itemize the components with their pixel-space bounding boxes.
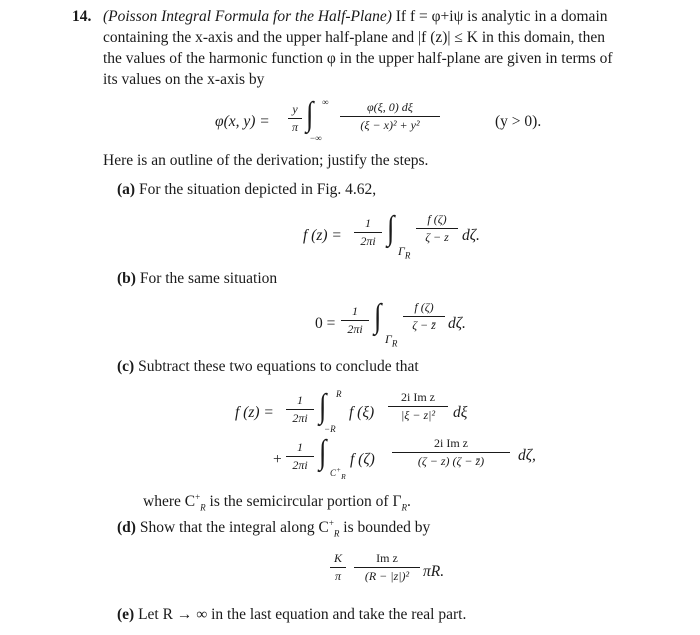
part-b-coef-num: 1 [352,304,358,318]
part-b-tail: dζ. [448,315,466,332]
fraction-bar [286,456,314,457]
poisson-coef-num: y [292,102,298,116]
part-a-lhs: f (z) = [303,227,342,244]
part-c-upper-limit: R [336,389,342,399]
part-a-label: (a) [117,181,136,198]
part-a-coef [354,216,382,249]
poisson-condition: (y > 0). [495,113,542,130]
fraction-bar [330,567,346,568]
part-a-text [117,181,376,199]
part-b-coef-den: 2πi [347,322,363,336]
problem-intro-line-3: the values of the harmonic function φ in the upper half-plane are given in terms of [103,50,613,67]
part-c-frac-2 [392,436,510,469]
fraction-bar [416,228,458,229]
problem-number: 14. [72,8,92,25]
fraction-bar [392,452,510,453]
part-d-text: (d) Show that the integral along $C^+_R$ is bounded by [117,518,431,539]
part-c-label: (c) [117,358,135,375]
integral-sign: ∫ [318,434,327,471]
part-c-lower-limit: −R [324,424,336,434]
part-b-desc: For the same situation [139,270,278,287]
part-d-frac1-den: π [334,569,341,583]
part-d-label: (d) [117,519,136,537]
part-c-integrand-1: f (ξ) [349,404,375,421]
part-a-desc: For the situation depicted in Fig. 4.62, [138,181,377,198]
fraction-bar [341,320,369,321]
part-a-tail: dζ. [462,227,480,244]
part-c-num-1: 2i Im z [401,390,435,404]
part-d-frac1-num: K [333,551,342,565]
part-c-desc: Subtract these two equations to conclude that [138,358,419,375]
part-c-coef-2 [286,440,314,473]
problem-intro-line-4: its values on the x-axis by [103,71,265,88]
poisson-lhs: φ(x, y) = [215,113,270,130]
fraction-bar [288,118,302,119]
part-c-integrand-2: f (ζ) [350,451,375,468]
part-d-frac2-num: Im z [376,551,398,565]
part-c-frac-1 [388,390,448,423]
fraction-bar [388,406,448,407]
problem-intro-text-1: If f = φ+iψ is analytic in a domain [395,8,608,25]
poisson-integrand [340,100,440,133]
part-c-coef-den: 2πi [292,411,308,425]
problem-intro-line-1 [103,8,608,26]
fraction-bar [354,232,382,233]
part-a-integrand [416,212,458,245]
integral-sign: ∫ [386,210,395,247]
part-d-tail: πR. [423,563,445,580]
part-c-den-2: (ζ − z) (ζ − z̄) [417,454,485,468]
problem-intro-line-2: containing the x-axis and the upper half-plane and |f (z)| ≤ K in this domain, then [103,29,605,46]
part-c-where: where $C^+_R$ is the semicircular portion of $\Gamma_R$. [143,492,411,513]
part-e-text [117,606,466,624]
part-a-contour: $\Gamma_R$ [398,244,411,261]
part-a-coef-den: 2πi [360,234,376,248]
part-c-contour-2: $C^+_R$ [330,465,346,481]
part-c-tail-2: dζ, [518,447,536,464]
outline-text: Here is an outline of the derivation; justify the steps. [103,152,429,169]
part-c-num-2: 2i Im z [434,436,468,450]
fraction-bar [403,316,445,317]
poisson-coef [288,102,302,135]
part-b-num: f (ζ) [414,300,434,314]
fraction-bar [286,409,314,410]
part-b-contour: $\Gamma_R$ [385,332,398,349]
part-b-coef [341,304,369,337]
poisson-lower-limit: −∞ [310,133,322,143]
integral-sign: ∫ [318,388,327,425]
part-c-coef2-den: 2πi [292,458,308,472]
part-a-den: ζ − z [425,230,449,244]
part-b-integrand [403,300,445,333]
part-c-coef-1 [286,393,314,426]
part-b-lhs: 0 = [315,315,336,332]
part-c-den-1: |ξ − z|² [400,408,436,422]
part-c-coef2-num: 1 [297,440,303,454]
part-c-text [117,358,419,376]
part-a-num: f (ζ) [427,212,447,226]
part-b-label: (b) [117,270,136,287]
fraction-bar [340,116,440,117]
poisson-den: (ξ − x)² + y² [360,118,420,132]
part-b-text [117,270,277,288]
problem-title: (Poisson Integral Formula for the Half-Plane) [103,8,392,25]
poisson-num: φ(ξ, 0) dξ [367,100,413,114]
integral-sign: ∫ [373,298,382,335]
poisson-upper-limit: ∞ [322,97,329,107]
part-c-coef-num: 1 [297,393,303,407]
integral-sign: ∫ [305,96,314,133]
part-c-tail-1: dξ [453,404,468,421]
part-d-frac-1 [330,551,346,584]
part-e-desc: Let R → ∞ in the last equation and take the real part. [138,606,467,623]
part-d-frac2-den: (R − |z|)² [364,569,410,583]
poisson-coef-den: π [291,120,298,134]
part-d-frac-2 [354,551,420,584]
part-b-den: ζ − z̄ [412,318,436,332]
part-c-plus: + [273,451,282,468]
part-c-lhs: f (z) = [235,404,274,421]
fraction-bar [354,567,420,568]
part-e-label: (e) [117,606,135,623]
part-a-coef-num: 1 [365,216,371,230]
